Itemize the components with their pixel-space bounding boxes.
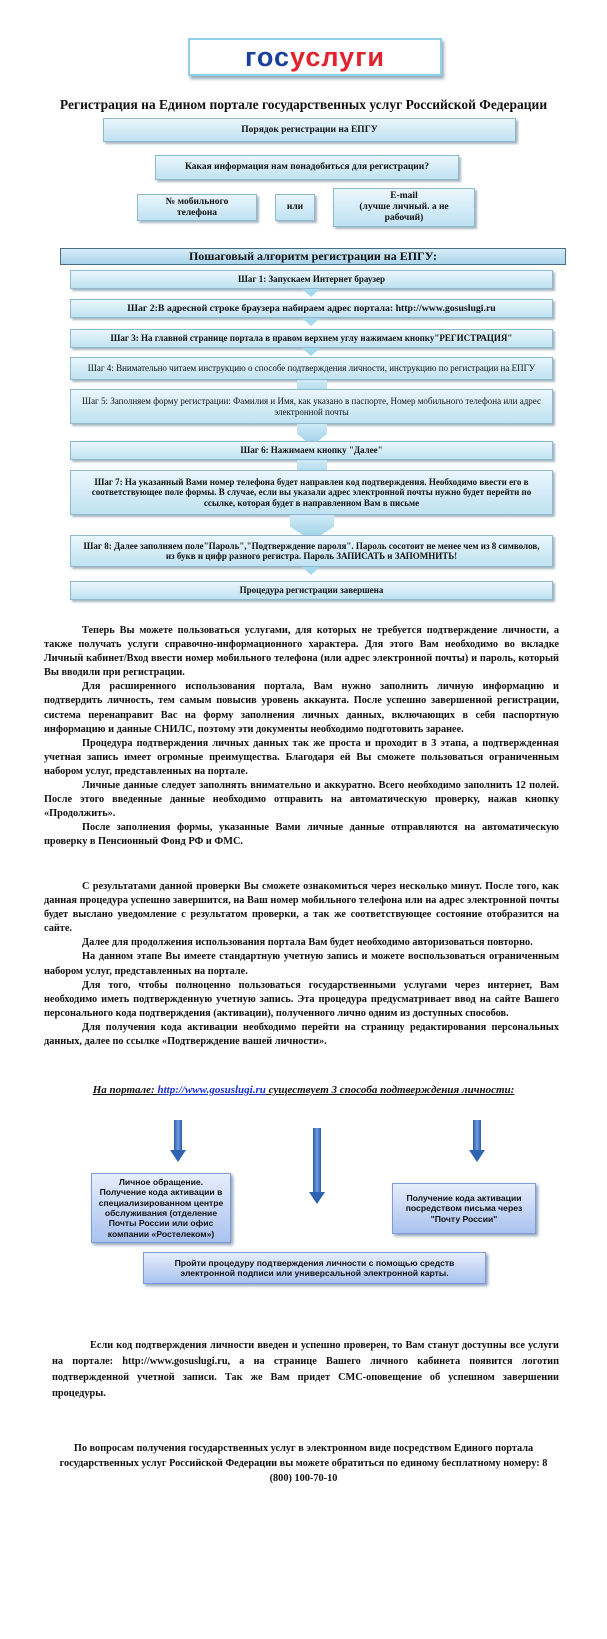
paragraph: Личные данные следует заполнять внимательно и аккуратно. Всего необходимо заполнить 12 полей. После этого введенные данные необходимо отправить на автоматическую проверку, нажав кнопку «Продолжить». [44, 780, 559, 820]
registration-complete: Процедура регистрации завершена [70, 581, 553, 600]
phone-option-box: № мобильного телефона [137, 194, 257, 221]
step-7: Шаг 7: На указанный Вами номер телефона будет направлен код подтверждения. Необходимо ввести его в соответствующее поле формы. В случае, если вы указали адрес электронной почты нужно будет перейти по ссылке, которая будет в направленном Вам в письме [70, 470, 553, 515]
gosuslugi-link[interactable]: http://www.gosuslugi.ru [157, 1084, 266, 1096]
method-e-signature: Пройти процедуру подтверждения личности с помощью средств электронной подписи или универсальной электронной карты. [143, 1252, 486, 1284]
step-8: Шаг 8: Далее заполняем поле"Пароль","Подтверждение пароля". Пароль сосотоит не менее чем из 8 символов, из букв и цифр разного регистра. Пароль ЗАПИСАТЬ и ЗАПОМНИТЬ! [70, 535, 553, 567]
paragraph: На данном этапе Вы имеете стандартную учетную запись и можете воспользоваться ограниченным набором услуг, представленных на портале. [44, 951, 559, 977]
step-1: Шаг 1: Запускаем Интернет браузер [70, 270, 553, 289]
page-title: Регистрация на Едином портале государственных услуг Российской Федерации [59, 97, 548, 112]
down-arrow-icon [171, 1120, 185, 1162]
step-6: Шаг 6: Нажимаем кнопку "Далее" [70, 441, 553, 460]
down-arrow-icon [470, 1120, 484, 1162]
note-suffix: существует 3 способа подтверждения личности: [265, 1084, 515, 1096]
method-mail: Получение кода активации посредством письма через "Почту России" [392, 1183, 536, 1234]
note-prefix: На портале: [92, 1084, 158, 1096]
step-3: Шаг 3: На главной странице портала в правом верхнем углу нажимаем кнопку"РЕГИСТРАЦИЯ" [70, 329, 553, 348]
paragraph: После заполнения формы, указанные Вами личные данные отправляются на автоматическую проверку в Пенсионный Фонд РФ и ФМС. [44, 822, 559, 848]
body-text-1 [44, 624, 559, 850]
paragraph: Процедура подтверждения личных данных так же проста и проходит в 3 этапа, а подтвержденная учетная запись имеет огромные преимущества. Благодаря ей Вы сможете пользоваться ограниченным набором услуг, представленных на портале. [44, 737, 559, 777]
logo-part-gos: гос [244, 41, 291, 72]
paragraph: Для получения кода активации необходимо перейти на страницу редактирования персональных данных, далее по ссылке «Подтверждение вашей личности». [44, 1021, 559, 1048]
paragraph: Теперь Вы можете пользоваться услугами, для которых не требуется подтверждение личности, а также получать услуги справочно-информационного характера. Для этого Вам необходимо во вкладке Личный кабинет/Вход ввести номер мобильного телефона (или адрес электронной почты) и пароль, который Вы вводили при регистрации. [44, 625, 559, 679]
footer-contact: По вопросам получения государственных услуг в электронном виде посредством Единого портала государственных услуг Российской Федерации вы можете обратиться по единому бесплатному номеру: 8 (800) 100-70-10 [59, 1443, 548, 1484]
paragraph: Для того, чтобы полноценно пользоваться государственными услугами через интернет, Вам необходимо иметь подтвержденную учетную запись. Эта процедура предусматривает ввод на сайте Вашего персонального кода подтверждения (активации), полученного лично одним из доступных способов. [44, 979, 559, 1019]
step-4: Шаг 4: Внимательно читаем инструкцию о способе подтверждения личности, инструкцию по регистрации на ЕПГУ [70, 357, 553, 380]
connector-arrow [302, 289, 320, 297]
paragraph: С результатами данной проверки Вы сможете ознакомиться через несколько минут. После того, как данная процедура успешно завершится, на Ваш номер мобильного телефона или на адрес электронной почты будет выслано уведомление с результатом проверки, а так же соответствующее состояние отобразится на сайте. [44, 881, 559, 935]
down-arrow-icon [310, 1128, 324, 1204]
paragraph: Далее для продолжения использования портала Вам будет необходимо авторизоваться повторно. [82, 937, 533, 949]
connector-arrow [302, 348, 320, 356]
gosuslugi-logo [188, 38, 442, 76]
connector-arrow [302, 318, 320, 326]
connector-arrow [302, 567, 320, 575]
portal-note [0, 1084, 607, 1096]
step-2: Шаг 2:В адресной строке браузера набираем адрес портала: http://www.gosuslugi.ru [70, 299, 553, 318]
info-question-box: Какая информация нам понадобиться для регистрации? [155, 155, 459, 180]
email-option-box: E-mail (лучше личный. а не рабочий) [333, 188, 475, 227]
registration-order-box: Порядок регистрации на ЕПГУ [103, 118, 516, 142]
method-personal-visit: Личное обращение. Получение кода активации в специализированном центре обслуживания (отделение Почты России или офис компании «Ростелеком») [91, 1173, 231, 1243]
step-5: Шаг 5: Заполняем форму регистрации: Фамилия и Имя, как указано в паспорте, Номер мобильного телефона или адрес электронной почты [70, 389, 553, 424]
paragraph: Для расширенного использования портала, Вам нужно заполнить личную информацию и подтвердить личность, тем самым повысив уровень аккаунта. После успешно завершенной регистрации, система перенаправит Вас на форму заполнения личных данных, включающих в себя паспортную информацию и данные СНИЛС, поэтому эти документы необходимо подготовить заранее. [44, 681, 559, 735]
or-box: или [275, 194, 315, 221]
final-text [52, 1338, 559, 1402]
body-text-2 [44, 880, 559, 1049]
algorithm-header: Пошаговый алгоритм регистрации на ЕПГУ: [60, 248, 566, 265]
logo-part-uslugi: услуги [290, 41, 386, 72]
paragraph: Если код подтверждения личности введен и успешно проверен, то Вам станут доступны все услуги на портале: http://www.gosuslugi.ru, а на странице Вашего личного кабинета появится логотип подтвержденной учетной записи. Так же Вам придет СМС-оповещение об успешном завершении процедуры. [52, 1340, 559, 1399]
